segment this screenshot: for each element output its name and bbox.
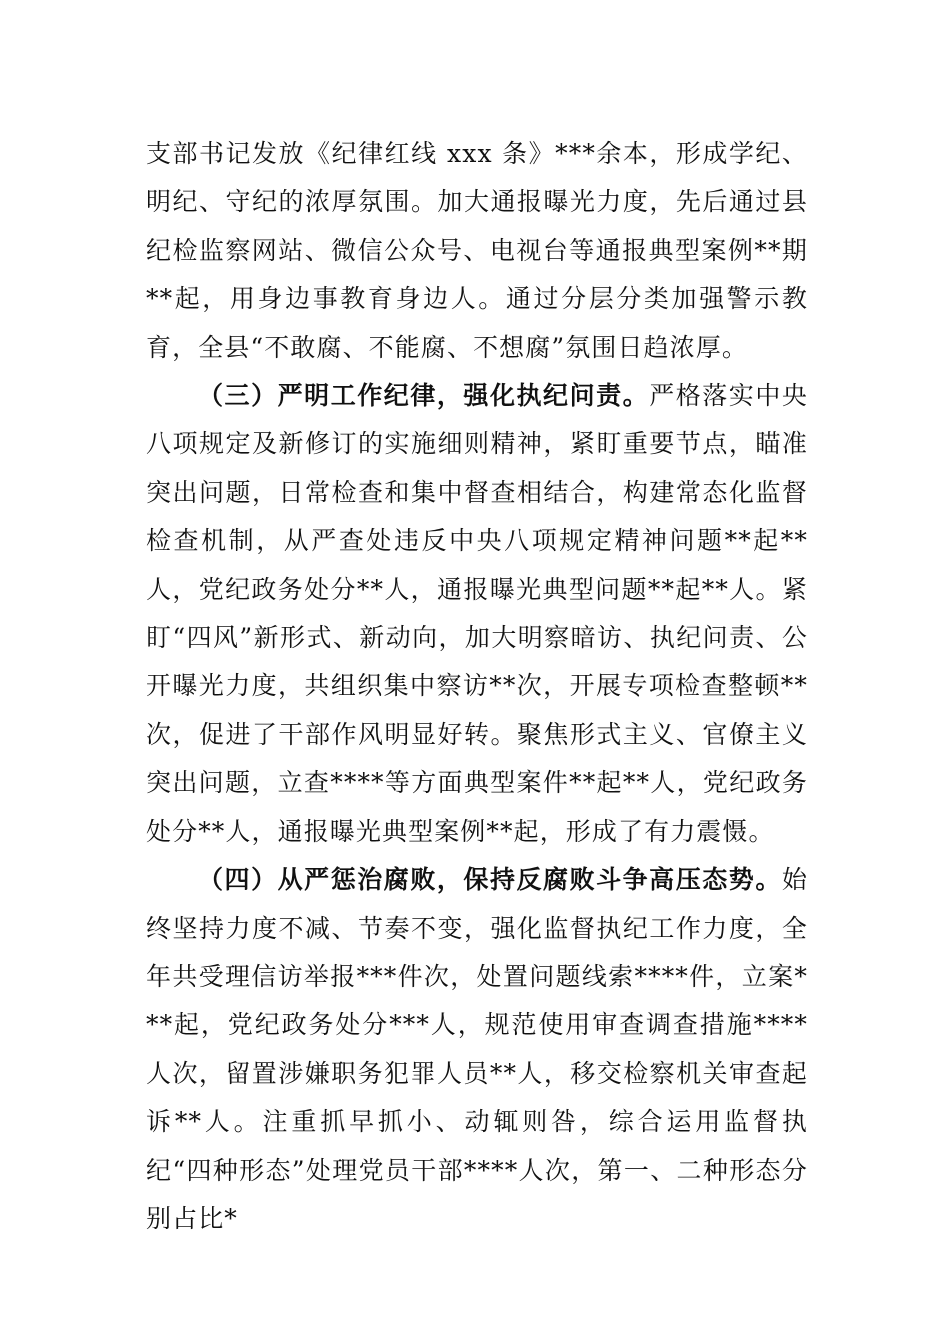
document-body [146, 130, 808, 1243]
paragraph-text: 严格落实中央八项规定及新修订的实施细则精神，紧盯重要节点，瞄准突出问题，日常检查和集中督查相结合，构建常态化监督检查机制，从严查处违反中央八项规定精神问题**起**人，党纪政务处分**人，通报曝光典型问题**起**人。紧盯“四风”新形式、新动向，加大明察暗访、执纪问责、公开曝光力度，共组织集中察访**次，开展专项检查整顿**次，促进了干部作风明显好转。聚焦形式主义、官僚主义突出问题，立查****等方面典型案件**起**人，党纪政务处分**人，通报曝光典型案例**起，形成了有力震慑。 [146, 381, 808, 846]
section-heading-three: （三）严明工作纪律，强化执纪问责。 [198, 381, 650, 411]
paragraph-anti-corruption [146, 856, 808, 1243]
section-heading-four: （四）从严惩治腐败，保持反腐败斗争高压态势。 [198, 865, 782, 895]
paragraph-text: 始终坚持力度不减、节奏不变，强化监督执纪工作力度，全年共受理信访举报***件次，处置问题线索****件，立案***起，党纪政务处分***人，规范使用审查调查措施****人次，留置涉嫌职务犯罪人员**人，移交检察机关审查起诉**人。注重抓早抓小、动辄则咎，综合运用监督执纪“四种形态”处理党员干部****人次，第一、二种形态分别占比* [146, 865, 808, 1233]
paragraph-work-discipline [146, 372, 808, 856]
paragraph-discipline-education [146, 130, 808, 372]
paragraph-text: 支部书记发放《纪律红线 xxx 条》***余本，形成学纪、明纪、守纪的浓厚氛围。加大通报曝光力度，先后通过县纪检监察网站、微信公众号、电视台等通报典型案例**期**起，用身边事教育身边人。通过分层分类加强警示教育，全县“不敢腐、不能腐、不想腐”氛围日趋浓厚。 [146, 139, 808, 362]
